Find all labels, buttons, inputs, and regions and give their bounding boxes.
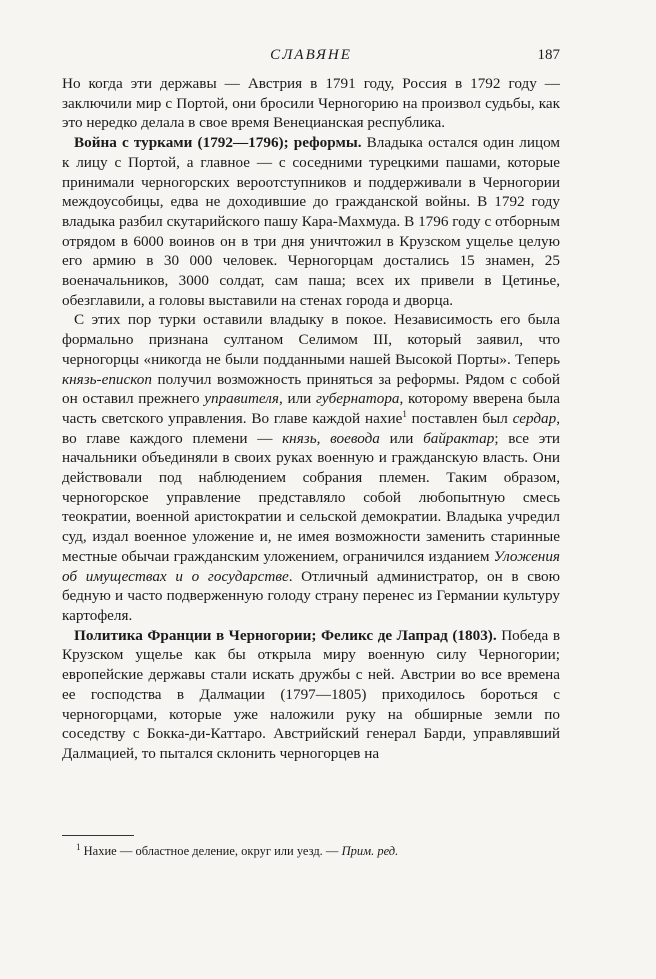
italic-term: байрактар (423, 429, 495, 447)
text-run: . Отличный администратор, он в свою бедную и часто подверженную голоду страну перенес из Германии культуру картофеля. (62, 567, 560, 624)
text-run: , во главе каждого племени — (62, 409, 560, 447)
footnote-mark: 1 (76, 841, 81, 852)
body-text (62, 74, 560, 764)
text-run: ; все эти начальники объединяли в своих руках военную и гражданскую власть. Они действовали под наблюдением собрания племен. Таким образом, черногорское управление представляло собой любопытную смесь теократии, военной аристократии и сельской демократии. Владыка учредил суд, издал военное уложение и, не имея возможности заменить старинные местные обычаи гражданским уложением, ограничился изданием (62, 429, 560, 565)
section-heading: Политика Франции в Черногории; Феликс де Лапрад (1803). (74, 626, 497, 644)
footnote-text: Нахие — областное деление, округ или уезд. — (80, 844, 342, 858)
paragraph-1 (62, 74, 560, 133)
italic-term: князь, воевода (282, 429, 380, 447)
footnote-divider (62, 835, 134, 836)
page-header (62, 47, 560, 69)
running-title: СЛАВЯНЕ (270, 47, 352, 63)
paragraph-3 (62, 310, 560, 625)
paragraph-text: Победа в Крузском ущелье как бы открыла миру военную силу Черногории; европейские державы стали искать дружбы с ней. Австрии во все времена ее господства в Далмации (1797—1805) приходилось бороться с черногорцами, которые уже наложили руку на обширные земли по соседству с Бокка-ди-Каттаро. Австрийский генерал Барди, управлявший Далмацией, то пытался склонить черногорцев на (62, 626, 560, 762)
footnote-editor-note: Прим. ред. (341, 844, 399, 858)
paragraph-4 (62, 626, 560, 764)
text-run: или (379, 429, 424, 447)
paragraph-text: Владыка остался один лицом к лицу с Портой, а главное — с соседними турецкими пашами, которые принимали черногорских вероотступников и поддерживали в Черногории междоусобицы, едва не доходившие до гражданской войны. В 1792 году владыка разбил скутарийского пашу Кара-Махмуда. В 1796 году с отборным отрядом в 6000 воинов он в три дня уничтожил в Крузском ущелье целую его армию в 30 000 человек. Черногорцам достались 15 знамен, 25 военачальников, 3000 солдат, сам паша; всех их привели в Цетинье, обезглавили, а головы выставили на стенах города и дворца. (62, 134, 560, 309)
italic-term: Уложения об имуществах и о государстве (62, 547, 560, 585)
section-heading: Война с турками (1792—1796); реформы. (74, 134, 362, 152)
paragraph-2 (62, 133, 560, 310)
text-run: , или (278, 390, 316, 408)
paragraph-text: Но когда эти державы — Австрия в 1791 году, Россия в 1792 году — заключили мир с Портой, они бросили Черногорию на произвол судьбы, как это нередко делала в свое время Венецианская республика. (62, 75, 560, 132)
footnote (76, 843, 560, 859)
italic-term: управителя (204, 390, 279, 408)
footnote-reference[interactable]: 1 (402, 408, 407, 419)
italic-term: князь-епископ (62, 370, 152, 388)
italic-term: сердар (512, 409, 557, 427)
text-run: получил возможность приняться за реформы. Рядом с собой он оставил прежнего (62, 370, 560, 408)
italic-term: губернатора (316, 390, 400, 408)
text-run: , которому вверена была часть светского управления. Во главе каждой нахие (62, 390, 560, 427)
page-number: 187 (537, 47, 560, 63)
text-run: поставлен был (406, 409, 513, 427)
text-run: С этих пор турки оставили владыку в покое. Независимость его была формально признана султаном Селимом III, который заявил, что черногорцы «никогда не были подданными нашей Высокой Порты». Теперь (62, 311, 560, 368)
